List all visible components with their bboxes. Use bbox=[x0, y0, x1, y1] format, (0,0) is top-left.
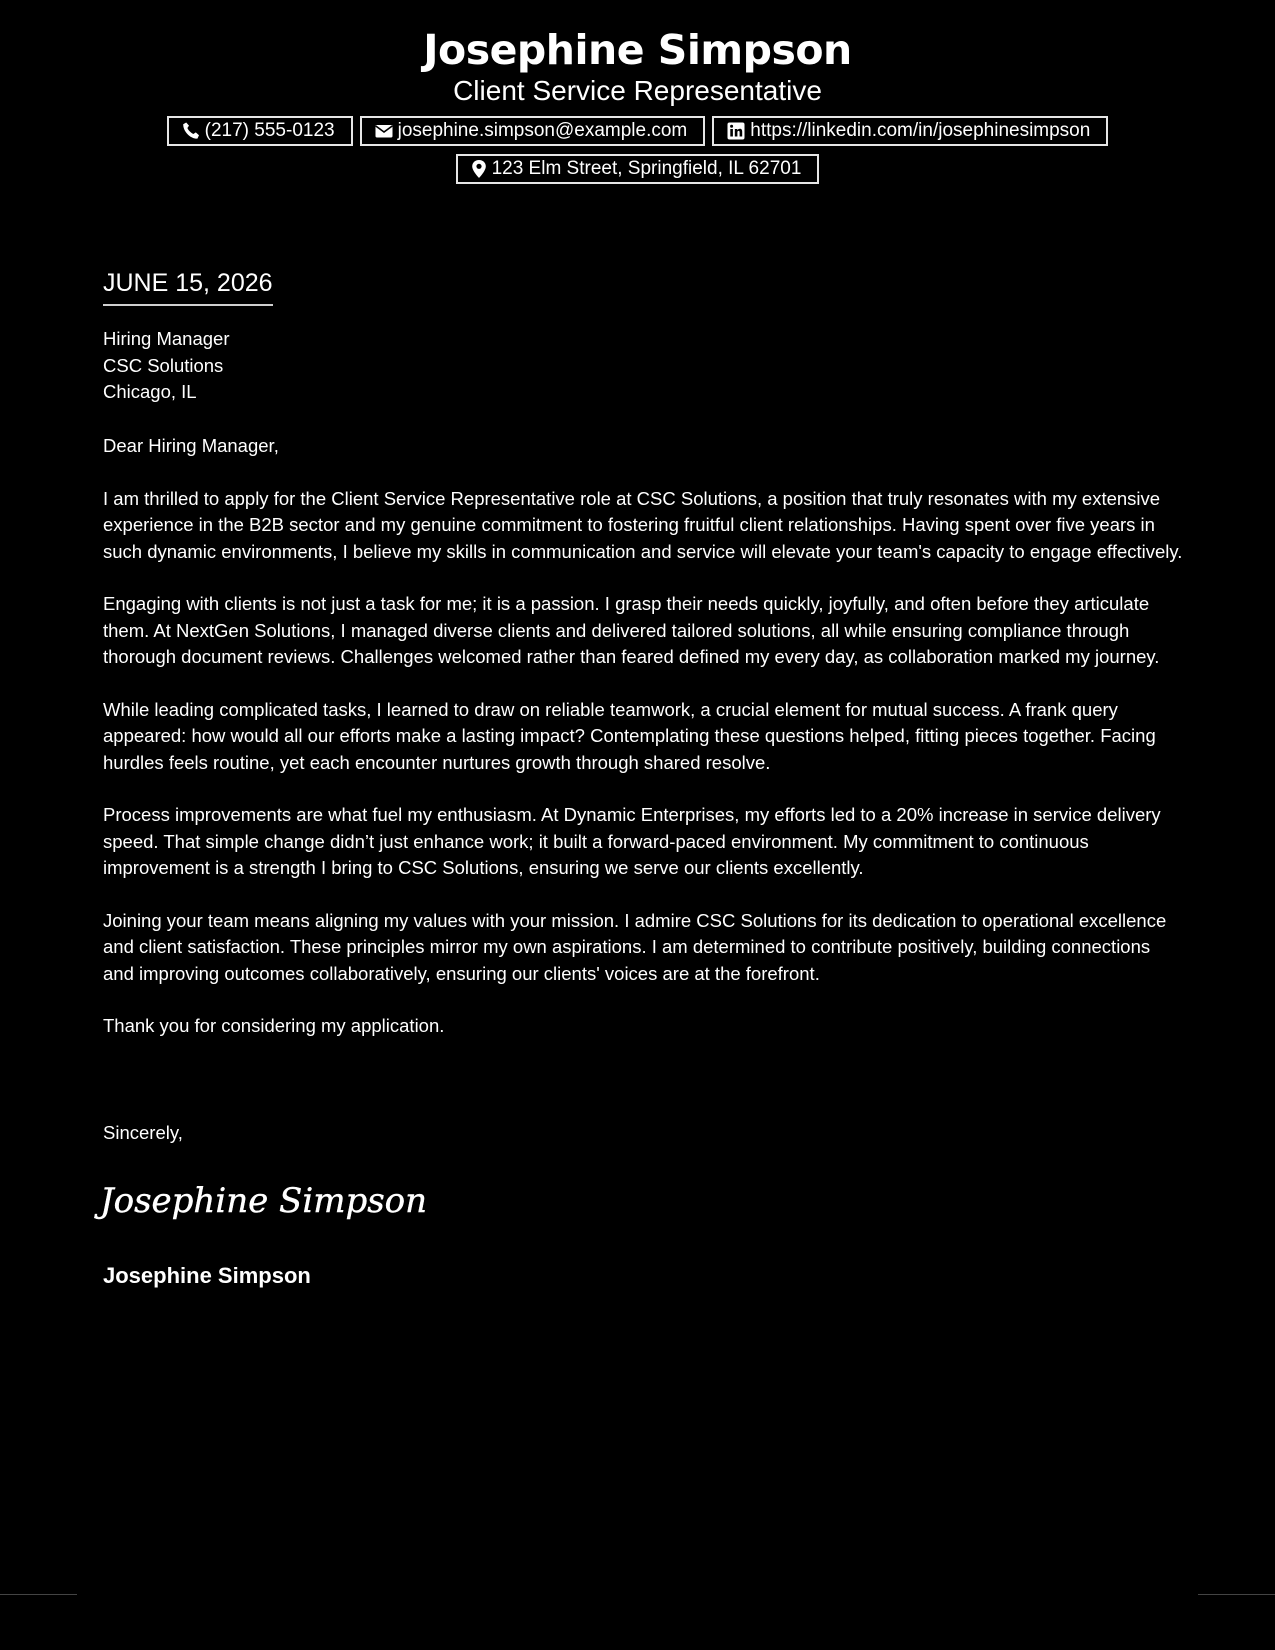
envelope-icon bbox=[374, 121, 394, 141]
thanks-line: Thank you for considering my application. bbox=[103, 1015, 445, 1036]
address-contact[interactable] bbox=[456, 154, 820, 184]
footer-divider bbox=[0, 1594, 77, 1595]
letter-date: JUNE 15, 2026 bbox=[103, 266, 273, 306]
phone-text: (217) 555-0123 bbox=[204, 120, 335, 141]
recipient-block bbox=[103, 326, 229, 406]
body-paragraph: While leading complicated tasks, I learned to draw on reliable teamwork, a crucial element for mutual success. A frank query appeared: how would all our efforts make a lasting impact? Contemplating these questions helped, fitting pieces together. Facing hurdles feels routine, yet each encounter nurtures growth through shared resolve. bbox=[103, 698, 1156, 773]
linkedin-text: https://linkedin.com/in/josephinesimpson bbox=[750, 120, 1091, 141]
phone-contact[interactable] bbox=[167, 116, 353, 146]
footer-divider bbox=[1198, 1594, 1275, 1595]
body-paragraph: Process improvements are what fuel my enthusiasm. At Dynamic Enterprises, my efforts led to a 20% increase in service delivery speed. That simple change didn’t just enhance work; it built a forward-paced environment. My commitment to continuous improvement is a strength I bring to CSC Solutions, ensuring we serve our clients excellently. bbox=[103, 804, 1161, 878]
body-paragraph: I am thrilled to apply for the Client Service Representative role at CSC Solutions, a position that truly resonates with my extensive experience in the B2B sector and my genuine commitment to fostering fruitful client relationships. Having spent over five years in such dynamic environments, I believe my skills in communication and service will elevate your team's capacity to engage effectively. bbox=[103, 487, 1183, 562]
applicant-title: Client Service Representative bbox=[453, 75, 822, 106]
linkedin-contact[interactable] bbox=[712, 116, 1108, 146]
contact-row-address bbox=[0, 154, 1275, 184]
email-contact[interactable] bbox=[360, 116, 706, 146]
letter-body bbox=[103, 433, 1183, 1066]
email-text: josephine.simpson@example.com bbox=[397, 120, 688, 141]
signature-name: Josephine Simpson bbox=[103, 1263, 311, 1288]
salutation: Dear Hiring Manager, bbox=[103, 435, 279, 456]
signature-text bbox=[94, 1181, 427, 1221]
phone-icon bbox=[181, 121, 201, 141]
address-text: 123 Elm Street, Springfield, IL 62701 bbox=[491, 158, 802, 179]
signature-script: Josephine Simpson bbox=[100, 1181, 428, 1221]
recipient-line: Chicago, IL bbox=[103, 381, 197, 402]
contact-row bbox=[0, 116, 1275, 146]
handwritten-signature bbox=[100, 1176, 428, 1226]
recipient-line: CSC Solutions bbox=[103, 354, 224, 376]
recipient-line: Hiring Manager bbox=[103, 328, 230, 349]
closing: Sincerely, bbox=[103, 1122, 183, 1143]
map-marker-icon bbox=[470, 159, 488, 179]
body-paragraph: Engaging with clients is not just a task for me; it is a passion. I grasp their needs quickly, joyfully, and often before they articulate them. At NextGen Solutions, I managed diverse clients and delivered tailored solutions, all while ensuring compliance through thorough document reviews. Challenges welcomed rather than feared defined my every day, as collaboration marked my journey. bbox=[103, 593, 1160, 667]
applicant-name: Josephine Simpson bbox=[423, 26, 852, 74]
linkedin-icon bbox=[726, 121, 746, 141]
body-paragraph: Joining your team means aligning my values with your mission. I admire CSC Solutions for its dedication to operational excellence and client satisfaction. These principles mirror my own aspirations. I am determined to contribute positively, building connections and improving outcomes collaboratively, ensuring our clients' voices are at the forefront. bbox=[103, 909, 1167, 984]
letter-header bbox=[0, 22, 1275, 184]
